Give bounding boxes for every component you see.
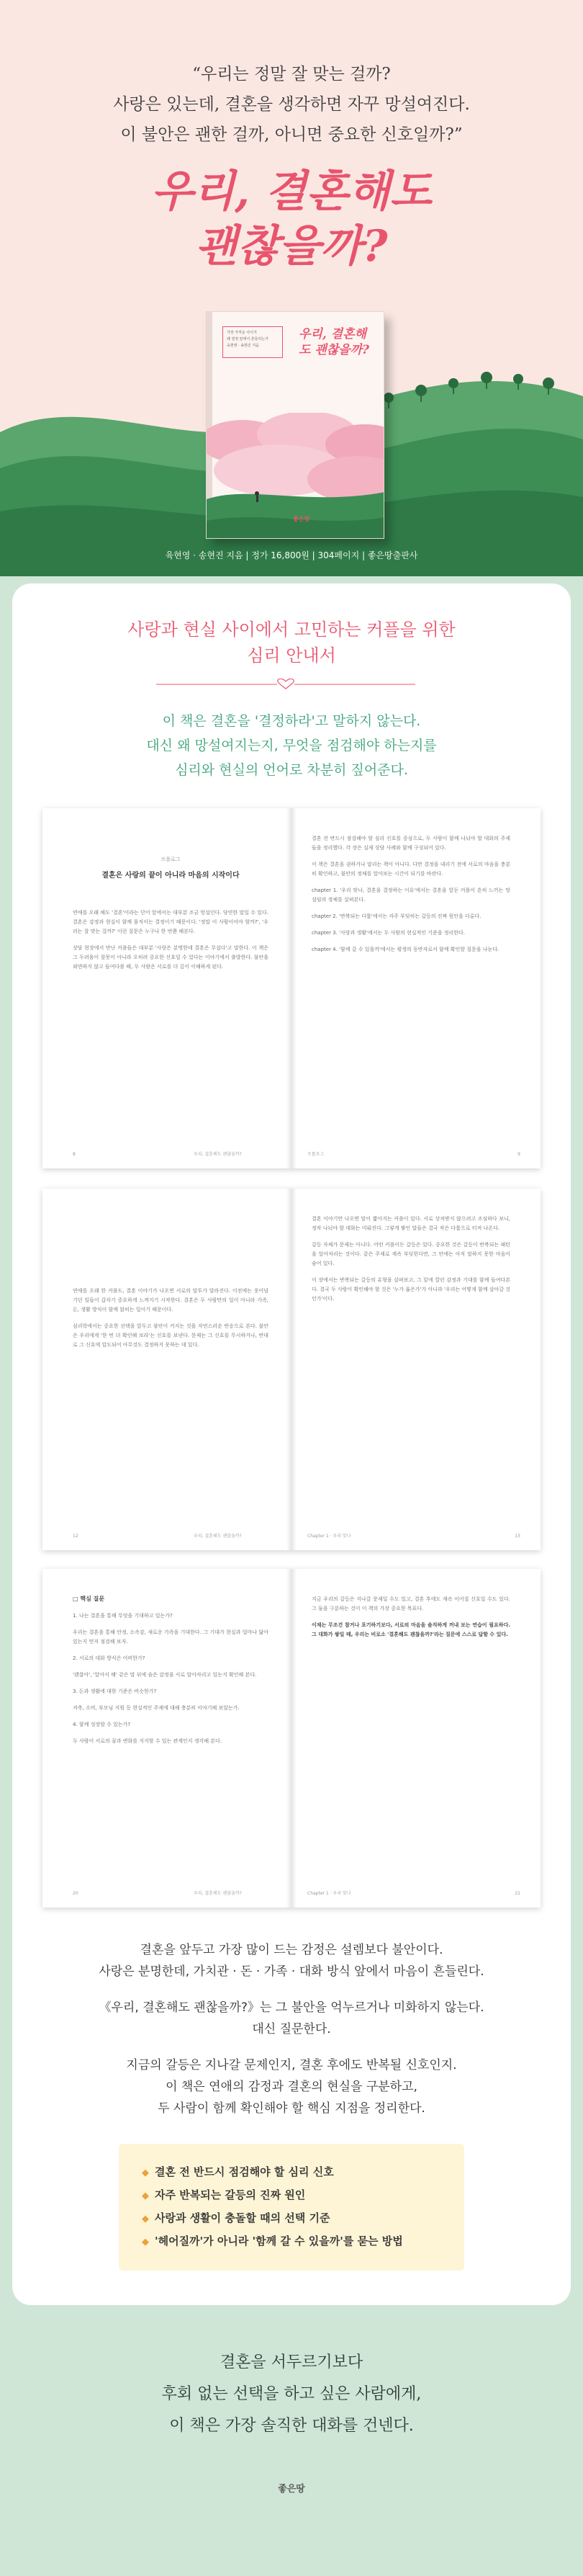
page-chapter: chapter 1. '우리 맞나, 결혼을 결정하는 이유'에서는 결혼을 앞둔 커플이 흔히 느끼는 망설임의 정체를 살펴본다. <box>312 887 510 903</box>
description-line: 지금의 갈등은 지나갈 문제인지, 결혼 후에도 반복될 신호인지. <box>126 2058 457 2072</box>
page-paragraph: 갈등 자체가 문제는 아니다. 어떤 커플이든 갈등은 있다. 중요한 것은 갈등이 반복되는 패턴을 알아차리는 것이다. 같은 주제로 계속 부딪힌다면, 그 안에는 아직 말하지 못한 마음이 숨어 있다. <box>312 1242 510 1266</box>
description-line: 두 사람이 함께 확인해야 할 핵심 지점을 정리한다. <box>158 2101 425 2116</box>
hero-section <box>0 0 583 576</box>
page-number: 8 <box>73 1152 76 1157</box>
key-point-item <box>142 2161 441 2184</box>
card-intro <box>12 709 571 782</box>
page-number: 20 <box>73 1891 78 1896</box>
page-label: 프롤로그 <box>161 857 181 862</box>
key-point-item <box>142 2184 441 2207</box>
page-number: 13 <box>515 1534 520 1539</box>
page-chapter: chapter 2. '반복되는 다툼'에서는 자주 부딪히는 갈등의 진짜 원인을 다룬다. <box>312 913 482 919</box>
description-line: 결혼을 앞두고 가장 많이 드는 감정은 설렘보다 불안이다. <box>140 1943 443 1957</box>
intro-line: 대신 왜 망설여지는지, 무엇을 점검해야 하는지를 <box>146 738 437 753</box>
card-heading-line: 심리 안내서 <box>247 645 336 666</box>
page-number: 9 <box>518 1152 520 1157</box>
spread2-right-page <box>292 1189 541 1550</box>
page-item: 두 사람이 서로의 꿈과 변화를 지지할 수 있는 관계인지 생각해 본다. <box>73 1738 222 1744</box>
page-footer-label: Chapter 1 · 우리 맞나 <box>307 1891 351 1896</box>
page-footer-title: 우리, 결혼해도 괜찮을까? <box>194 1891 242 1896</box>
book-spread-2 <box>42 1189 541 1550</box>
hero-title-line1: 우리, 결혼해도 <box>151 166 432 217</box>
publisher-logo: 좋은땅 <box>278 2484 305 2495</box>
spread3-left-page <box>42 1569 292 1908</box>
page-title: 결혼은 사랑의 끝이 아니라 마음의 시작이다 <box>101 872 240 880</box>
book-meta: 육현영 · 송현진 지음 | 정가 16,800원 | 304페이지 | 좋은땅출판사 <box>165 550 418 560</box>
key-point-label: 자주 반복되는 갈등의 진짜 원인 <box>155 2188 306 2201</box>
page-fold <box>286 808 297 1168</box>
page-paragraph: 이 책은 결혼을 권하거나 말리는 책이 아니다. 다만 결정을 내리기 전에 서로의 마음을 충분히 확인하고, 불안의 정체를 알아보는 시간이 되기를 바란다. <box>312 862 510 877</box>
key-point-label: '헤어질까'가 아니라 '함께 갈 수 있을까'를 묻는 방법 <box>155 2235 403 2248</box>
description-line: 사랑은 분명한데, 가치관 · 돈 · 가족 · 대화 방식 앞에서 마음이 흔들린다. <box>99 1964 484 1979</box>
hero-title-line2: 괜찮을까? <box>195 221 388 272</box>
book-cover-title: 우리, 결혼해도 괜찮을까? <box>299 327 369 357</box>
key-points-box <box>119 2144 464 2271</box>
book-box-line: 왜 결정 앞에서 흔들리는가 <box>227 337 268 341</box>
page-footer-label: 프롤로그 <box>307 1152 325 1157</box>
page-section-title: □ 핵심 질문 <box>73 1596 105 1602</box>
page-paragraph: 결혼 이야기만 나오면 말이 짧아지는 커플이 있다. 서로 상처받지 않으려고 조심하다 보니, 정작 나눠야 할 대화는 미뤄진다. 그렇게 쌓인 말들은 결국 작은 다툼으로 터져 나온다. <box>312 1216 510 1231</box>
diamond-bullet-icon: ◆ <box>142 2237 149 2248</box>
closing-line: 후회 없는 선택을 하고 싶은 사람에게, <box>161 2385 422 2403</box>
closing-line: 이 책은 가장 솔직한 대화를 건넨다. <box>169 2417 414 2435</box>
spread3-right-page <box>292 1569 541 1908</box>
spread1-left-page <box>42 808 292 1168</box>
page-item: 2. 서로의 대화 방식은 어떠한가? <box>73 1655 145 1661</box>
heart-divider-icon <box>12 679 559 690</box>
page-paragraph: 심리학에서는 중요한 선택을 앞두고 불안이 커지는 것을 자연스러운 반응으로 본다. 불안은 우리에게 '한 번 더 확인해 보라'는 신호를 보낸다. 문제는 그 신호를 무시하거나, 반대로 그 신호에 압도되어 아무것도 결정하지 못하는 데 있다. <box>73 1323 268 1348</box>
intro-line: 이 책은 결혼을 '결정하라'고 말하지 않는다. <box>162 713 421 729</box>
page-fold <box>286 1189 297 1550</box>
book-cover-box <box>222 326 283 358</box>
content-card <box>12 583 571 2305</box>
book-box-line: 육현영 · 송현진 지음 <box>227 344 259 348</box>
book-cover <box>206 311 384 539</box>
spread1-right-page <box>292 808 541 1168</box>
description-text <box>12 1939 571 2119</box>
hero-quote-line: 사랑은 있는데, 결혼을 생각하면 자꾸 망설여진다. <box>113 95 470 114</box>
page-item: 4. 함께 성장할 수 있는가? <box>73 1722 131 1727</box>
closing-section <box>0 2305 583 2576</box>
page-chapter: chapter 3. '사랑과 생활'에서는 두 사람의 현실적인 기준을 정리한다. <box>312 930 466 936</box>
description-line: 《우리, 결혼해도 괜찮을까?》는 그 불안을 억누르거나 미화하지 않는다. <box>99 2000 484 2015</box>
diamond-bullet-icon: ◆ <box>142 2191 149 2201</box>
page-bold-paragraph: 이제는 무조건 참거나 포기하기보다, 서로의 마음을 솔직하게 꺼내 보는 연습이 필요하다. 그 대화가 쌓일 때, 우리는 비로소 '결혼해도 괜찮을까?'라는 질문에 스스로 답할 수 있다. <box>312 1622 510 1637</box>
page-footer-title: 우리, 결혼해도 괜찮을까? <box>194 1534 242 1539</box>
page-footer-title: 우리, 결혼해도 괜찮을까? <box>194 1152 242 1157</box>
key-point-item <box>142 2230 441 2253</box>
page-item: 1. 나는 결혼을 통해 무엇을 기대하고 있는가? <box>73 1613 173 1619</box>
page-paragraph: 이 장에서는 반복되는 갈등의 유형을 살펴보고, 그 밑에 깔린 감정과 기대를 함께 들여다본다. 결국 두 사람이 확인해야 할 것은 '누가 옳은가'가 아니라 '우리는 어떻게 함께 살아갈 것인가'이다. <box>312 1277 510 1302</box>
diamond-bullet-icon: ◆ <box>142 2214 149 2224</box>
hero-title <box>0 164 583 274</box>
closing-line: 결혼을 서두르기보다 <box>220 2353 363 2371</box>
page-item: 3. 돈과 생활에 대한 기준은 비슷한가? <box>73 1689 157 1694</box>
description-line: 이 책은 연애의 감정과 결혼의 현실을 구분하고, <box>166 2080 417 2094</box>
book-publisher-logo: 좋은땅 <box>293 516 310 522</box>
hero-quote <box>0 59 583 150</box>
intro-line: 심리와 현실의 언어로 차분히 짚어준다. <box>175 762 408 778</box>
page-paragraph: 지금 우리의 갈등은 지나갈 문제일 수도 있고, 결혼 후에도 계속 이어질 신호일 수도 있다. 그 둘을 구분하는 것이 이 책의 가장 중요한 목표다. <box>312 1596 510 1611</box>
hero-quote-line: 이 불안은 괜한 걸까, 아니면 중요한 신호일까?” <box>120 125 463 144</box>
page-paragraph: 상담 현장에서 만난 커플들은 대부분 '사랑은 분명한데 결혼은 무섭다'고 말한다. 이 책은 그 두려움이 잘못이 아니라 오히려 중요한 신호일 수 있다는 이야기에서 출발한다. 불안을 외면하지 않고 들여다볼 때, 두 사람은 서로를 더 깊이 이해하게 된다. <box>73 945 268 970</box>
key-point-item <box>142 2207 441 2230</box>
page-number: 12 <box>73 1534 78 1539</box>
book-spread-3 <box>42 1569 541 1908</box>
page-fold <box>286 1569 297 1908</box>
description-line: 대신 질문한다. <box>252 2022 331 2036</box>
page-paragraph: 연애를 오래 해도 '결혼'이라는 단어 앞에서는 대부분 조금 망설인다. 당연한 말일 수 있다. 결혼은 감정과 현실이 함께 움직이는 결정이기 때문이다. '정말 이 사람이어야 할까?', '우리는 잘 맞는 걸까?' 이런 질문은 누구나 한 번쯤 해본다. <box>73 910 268 934</box>
page-footer-label: Chapter 1 · 우리 맞나 <box>307 1534 351 1539</box>
card-heading <box>12 583 571 668</box>
book-spread-1 <box>42 808 541 1168</box>
book-box-line: 가장 가까운 사이가 <box>227 331 257 335</box>
page-item: 우리는 결혼을 통해 안정, 소속감, 새로운 가족을 기대한다. 그 기대가 현실과 얼마나 닮아 있는지 먼저 점검해 보자. <box>73 1629 268 1645</box>
card-heading-line: 사랑과 현실 사이에서 고민하는 커플을 위한 <box>127 620 456 640</box>
spread2-left-page <box>42 1189 292 1550</box>
page-item: '괜찮아', '알아서 해' 같은 말 뒤에 숨은 감정을 서로 알아차리고 있는지 확인해 본다. <box>73 1672 257 1678</box>
page-paragraph: 연애를 오래 한 커플도, 결혼 이야기가 나오면 서로의 말투가 달라진다. 이전에는 웃어넘기던 일들이 갑자기 중요하게 느껴지기 시작한다. 결혼은 두 사람만의 일이 아니라 가족, 돈, 생활 방식이 함께 얽히는 일이기 때문이다. <box>73 1288 268 1312</box>
page-number: 21 <box>515 1891 520 1896</box>
key-point-label: 사랑과 생활이 충돌할 때의 선택 기준 <box>155 2211 330 2224</box>
page-item: 저축, 소비, 부모님 지원 등 현실적인 주제에 대해 충분히 이야기해 보았는가. <box>73 1705 240 1711</box>
page-chapter: chapter 4. '함께 갈 수 있을까'에서는 평생의 동반자로서 함께 확인할 질문을 나눈다. <box>312 947 500 952</box>
page-paragraph: 결혼 전 반드시 점검해야 할 심리 신호를 중심으로, 두 사람이 함께 나눠야 할 대화의 주제들을 정리했다. 각 장은 실제 상담 사례와 함께 구성되어 있다. <box>312 836 510 851</box>
key-point-label: 결혼 전 반드시 점검해야 할 심리 신호 <box>155 2165 334 2178</box>
hero-quote-line: “우리는 정말 잘 맞는 걸까? <box>192 65 391 84</box>
diamond-bullet-icon: ◆ <box>142 2168 149 2178</box>
